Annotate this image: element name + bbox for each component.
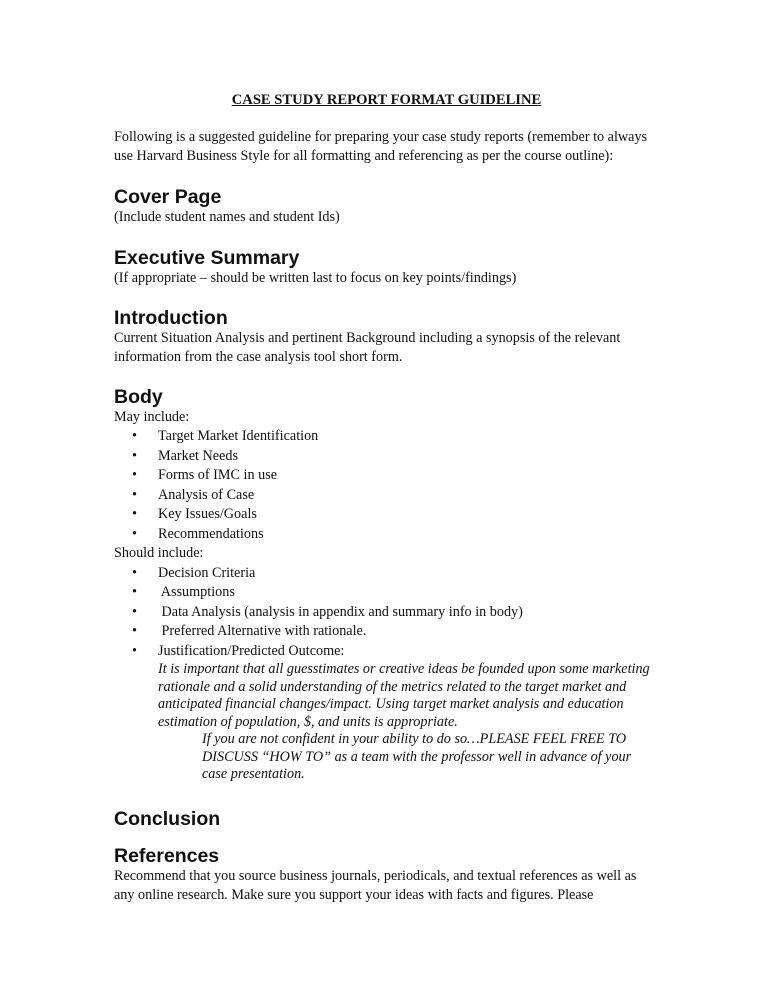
list-item: • Recommendations — [130, 525, 659, 545]
references-section — [114, 845, 659, 905]
introduction-section — [114, 307, 659, 367]
list-item: • Forms of IMC in use — [130, 466, 659, 486]
discuss-note: If you are not confident in your ability to do so…PLEASE FEEL FREE TO DISCUSS “HOW TO” as a team with the professor well in advance of your case presentation. — [202, 731, 632, 783]
introduction-text: Current Situation Analysis and pertinent Background including a synopsis of the relevant information from the case analysis tool short form. — [114, 329, 621, 366]
bullet-icon: • — [132, 642, 137, 659]
list-item: • Data Analysis (analysis in appendix and summary info in body) — [130, 603, 659, 623]
bullet-icon: • — [132, 467, 137, 484]
conclusion-section — [114, 808, 659, 830]
intro-paragraph: Following is a suggested guideline for preparing your case study reports (remember to always use Harvard Business Style for all formatting and referencing as per the course outline): — [114, 129, 648, 165]
references-text: Recommend that you source business journals, periodicals, and textual references as well as any online research. Make sure you support your ideas with facts and figures. Please — [114, 867, 637, 903]
bullet-icon: • — [132, 447, 137, 464]
executive-summary-text: (If appropriate – should be written last to focus on key points/findings) — [114, 269, 517, 286]
bullet-icon: • — [132, 428, 137, 445]
bullet-icon: • — [132, 525, 137, 542]
may-include-label: May include: — [114, 409, 190, 426]
bullet-icon: • — [132, 564, 137, 581]
executive-summary-heading: Executive Summary — [114, 246, 300, 269]
references-heading: References — [114, 844, 220, 867]
list-item: • Analysis of Case — [130, 486, 659, 506]
executive-summary-section — [114, 247, 659, 288]
list-item: • Assumptions — [130, 583, 659, 603]
list-item: • Target Market Identification — [130, 427, 659, 447]
document-page — [114, 90, 659, 905]
list-item: • Decision Criteria — [130, 564, 659, 584]
list-item: • Market Needs — [130, 447, 659, 467]
cover-page-text: (Include student names and student Ids) — [114, 209, 340, 226]
introduction-heading: Introduction — [114, 306, 228, 329]
justification-note: It is important that all guesstimates or creative ideas be founded upon some marketing rationale and a solid understanding of the metrics related to the target market and anticipated financial changes/impact. Using target market analysis and education estimation of population, $, and units is appropriate. — [158, 661, 650, 730]
bullet-icon: • — [132, 506, 137, 523]
should-include-label: Should include: — [114, 545, 204, 562]
bullet-icon: • — [132, 486, 137, 503]
body-heading: Body — [114, 386, 163, 409]
bullet-icon: • — [132, 623, 137, 640]
should-include-list — [114, 564, 659, 662]
body-section — [114, 386, 659, 783]
document-title: CASE STUDY REPORT FORMAT GUIDELINE — [231, 92, 542, 108]
may-include-list — [114, 427, 659, 544]
cover-page-section — [114, 186, 659, 227]
bullet-icon: • — [132, 603, 137, 620]
list-item: • Justification/Predicted Outcome: — [130, 642, 659, 662]
list-item: • Key Issues/Goals — [130, 505, 659, 525]
list-item: • Preferred Alternative with rationale. — [130, 622, 659, 642]
conclusion-heading: Conclusion — [114, 807, 221, 830]
cover-page-heading: Cover Page — [114, 186, 222, 209]
bullet-icon: • — [132, 584, 137, 601]
